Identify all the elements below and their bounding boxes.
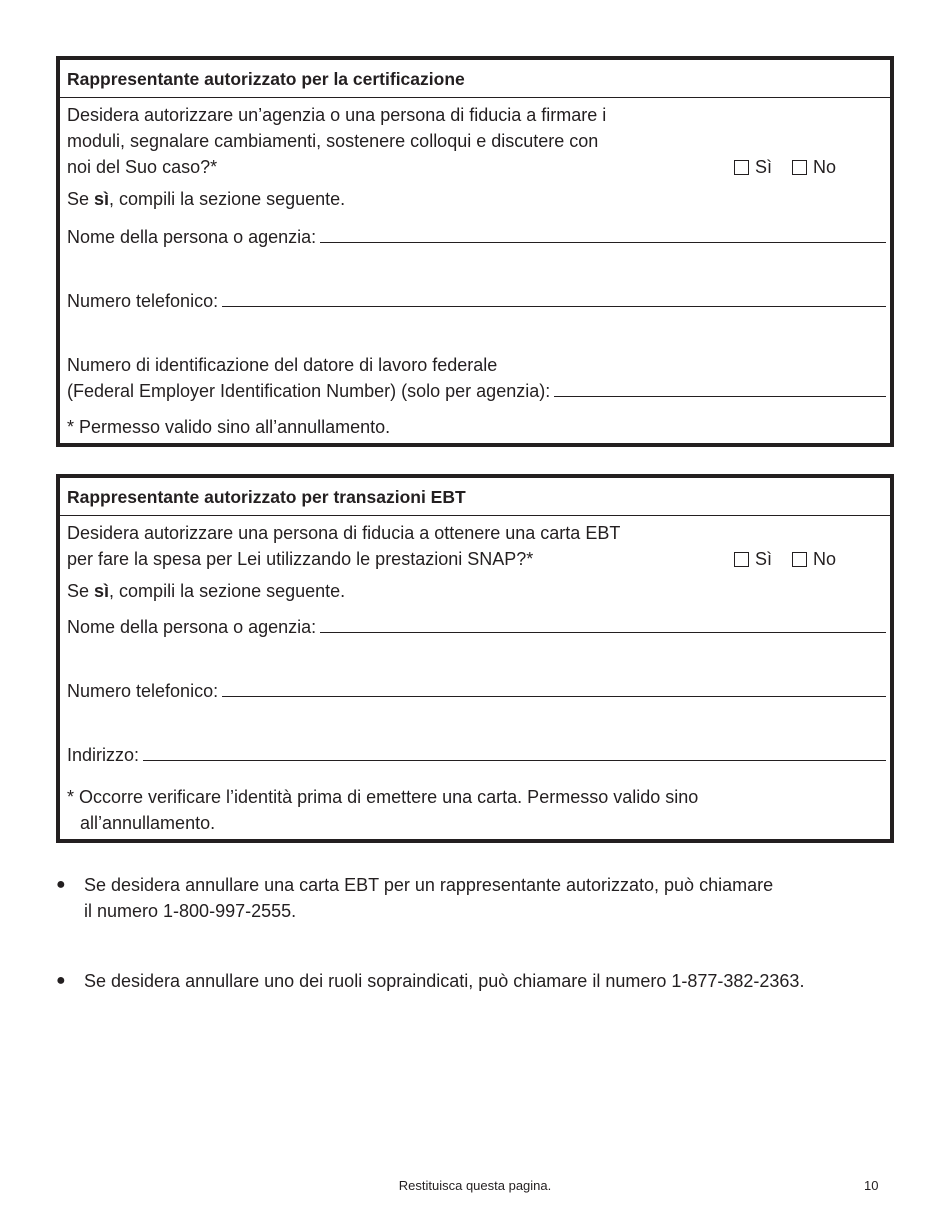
authorization-question: Desidera autorizzare un’agenzia o una persona di fiducia a firmare i moduli, segnalare cambiamenti, sostenere colloqui e discutere con noi del Suo caso?*	[67, 105, 607, 177]
authorization-question-row	[60, 102, 890, 180]
cancellation-info-list	[56, 872, 896, 994]
if-yes-instruction: Se sì, compili la sezione seguente.	[67, 189, 346, 209]
bullet-icon: ●	[56, 972, 66, 989]
if-yes-instruction: Se sì, compili la sezione seguente.	[67, 581, 346, 601]
yes-checkbox[interactable]	[734, 160, 749, 175]
list-item: ● Se desidera annullare uno dei ruoli sopraindicati, può chiamare il numero 1-877-382-2363.	[56, 968, 896, 994]
authorization-question: Desidera autorizzare una persona di fiducia a ottenere una carta EBT per fare la spesa per Lei utilizzando le prestazioni SNAP?*	[67, 523, 621, 569]
address-field-label: Indirizzo:	[67, 745, 140, 765]
no-label: No	[812, 157, 836, 177]
yes-checkbox[interactable]	[734, 552, 749, 567]
fein-label-line2: (Federal Employer Identification Number) (solo per agenzia):	[67, 381, 551, 401]
ebt-representative-section	[56, 474, 894, 843]
name-field-label: Nome della persona o agenzia:	[67, 227, 317, 247]
section-title: Rappresentante autorizzato per la certificazione	[60, 60, 890, 98]
address-input-line[interactable]	[143, 760, 886, 761]
no-label: No	[812, 549, 836, 569]
validity-note: * Permesso valido sino all’annullamento.	[67, 417, 391, 437]
name-field-label: Nome della persona o agenzia:	[67, 617, 317, 637]
fein-field	[60, 352, 890, 378]
name-input-line[interactable]	[320, 632, 886, 633]
phone-field	[60, 288, 890, 314]
fein-input-line[interactable]	[554, 396, 886, 397]
bullet-icon: ●	[56, 876, 66, 893]
yes-label: Sì	[754, 157, 772, 177]
fein-label-line1: Numero di identificazione del datore di lavoro federale	[67, 355, 498, 375]
certification-representative-section	[56, 56, 894, 447]
list-item: ● Se desidera annullare una carta EBT per un rappresentante autorizzato, può chiamare il numero 1-800-997-2555.	[56, 872, 896, 924]
authorization-question-row	[60, 520, 890, 572]
page-number: 10	[864, 1178, 879, 1193]
phone-input-line[interactable]	[222, 696, 886, 697]
address-field	[60, 742, 890, 768]
yes-no-options	[734, 154, 836, 180]
footer-instruction: Restituisca questa pagina.	[398, 1178, 552, 1193]
phone-field-label: Numero telefonico:	[67, 681, 219, 701]
no-checkbox[interactable]	[792, 160, 807, 175]
name-field	[60, 224, 890, 250]
name-field	[60, 614, 890, 640]
identity-note: * Occorre verificare l’identità prima di emettere una carta. Permesso valido sino all’annullamento.	[67, 787, 699, 833]
fein-input-row	[60, 378, 890, 404]
no-checkbox[interactable]	[792, 552, 807, 567]
section-title: Rappresentante autorizzato per transazioni EBT	[60, 478, 890, 516]
phone-field-label: Numero telefonico:	[67, 291, 219, 311]
phone-input-line[interactable]	[222, 306, 886, 307]
yes-label: Sì	[754, 549, 772, 569]
yes-no-options	[734, 546, 836, 572]
name-input-line[interactable]	[320, 242, 886, 243]
phone-field	[60, 678, 890, 704]
